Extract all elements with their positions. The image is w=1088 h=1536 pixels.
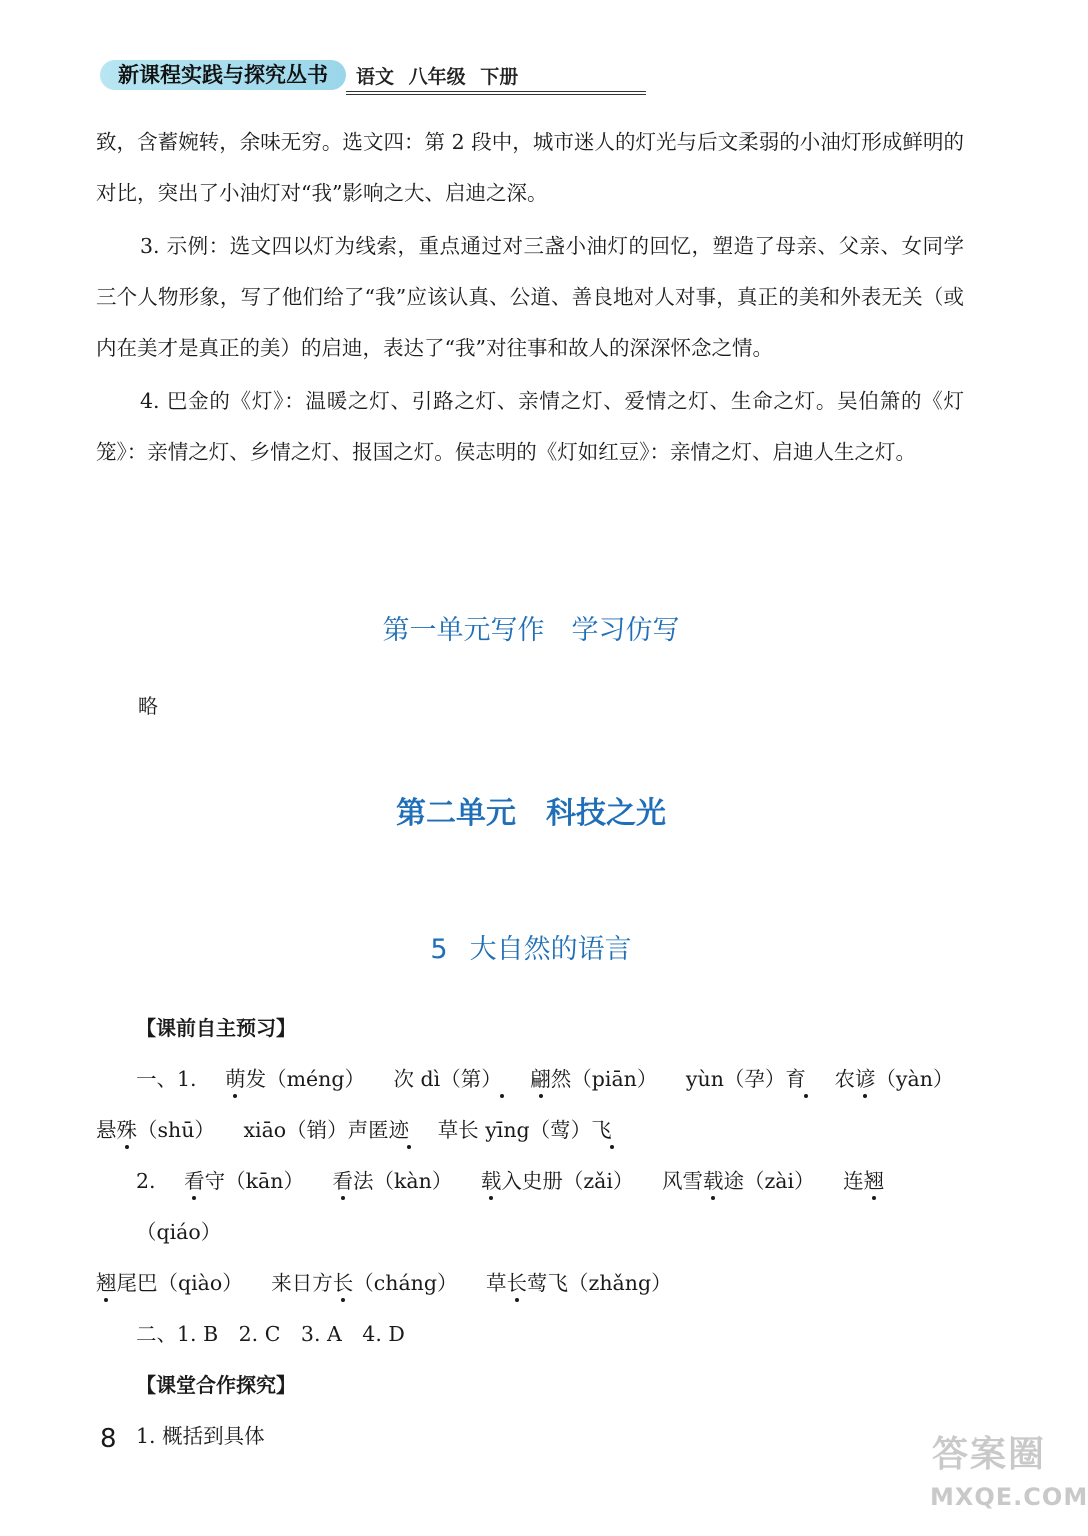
book-info bbox=[356, 62, 518, 89]
q1-item: yùn（孕）育 bbox=[685, 1067, 806, 1091]
watermark-domain: MXQE.COM bbox=[930, 1483, 1088, 1511]
paragraph-continuation: 致，含蓄婉转，余味无穷。选文四：第 2 段中，城市迷人的灯光与后文柔弱的小油灯形成鲜明的对比，突出了小油灯对“我”影响之大、启迪之深。 bbox=[96, 130, 964, 205]
lesson-title: 大自然的语言 bbox=[469, 934, 632, 965]
lesson-heading bbox=[0, 927, 1062, 966]
q2-item: 连翘（qiáo） bbox=[136, 1169, 885, 1244]
q2-item: 风雪载途（zài） bbox=[662, 1169, 815, 1193]
subject-label: 语文 bbox=[356, 66, 395, 88]
grade-label: 八年级 bbox=[408, 66, 466, 88]
lesson-answers bbox=[96, 1003, 964, 1462]
q1-item: 萌发（méng） bbox=[225, 1067, 365, 1091]
q2-item: 翘尾巴（qiào） bbox=[96, 1271, 243, 1295]
q1-item: xiāo（销）声匿迹 bbox=[243, 1118, 410, 1142]
q2-item: 载入史册（zǎi） bbox=[480, 1169, 634, 1193]
paragraph-answer-3: 3. 示例：选文四以灯为线索，重点通过对三盏小油灯的回忆，塑造了母亲、父亲、女同学三个人物形象，写了他们给了“我”应该认真、公道、善良地对人对事，真正的美和外表无关（或内在美才是真正的美）的启迪，表达了“我”对往事和故人的深深怀念之情。 bbox=[96, 234, 964, 360]
q2-item: 来日方长（cháng） bbox=[271, 1271, 458, 1295]
q1-item: 农谚（yàn） bbox=[834, 1067, 954, 1091]
q1-item: 悬殊（shū） bbox=[96, 1118, 215, 1142]
q2-prefix: 2. bbox=[136, 1169, 156, 1193]
q1-prefix: 一、1. bbox=[136, 1067, 197, 1091]
omitted-text: 略 bbox=[138, 694, 158, 718]
q1-line-2 bbox=[96, 1105, 964, 1156]
q-two-answers: 二、1. B 2. C 3. A 4. D bbox=[136, 1322, 405, 1346]
page-number: 8 bbox=[100, 1424, 117, 1454]
lesson-number: 5 bbox=[430, 934, 448, 965]
paragraph-answer-4: 4. 巴金的《灯》：温暖之灯、引路之灯、亲情之灯、爱情之灯、生命之灯。吴伯箫的《灯笼》：亲情之灯、乡情之灯、报国之灯。侯志明的《灯如红豆》：亲情之灯、启迪人生之灯。 bbox=[96, 389, 964, 464]
header-rule-double bbox=[346, 94, 646, 95]
class-item-1: 1. 概括到具体 bbox=[136, 1424, 265, 1448]
q1-line-1 bbox=[136, 1054, 964, 1105]
q1-item: 翩然（piān） bbox=[530, 1067, 658, 1091]
answer-paragraphs bbox=[96, 117, 964, 478]
pre-study-section-title: 【课前自主预习】 bbox=[136, 1016, 296, 1040]
watermark-text: 答案圈 bbox=[931, 1434, 1046, 1475]
q1-item: 草长 yīng（莺）飞 bbox=[437, 1118, 612, 1142]
header-rule bbox=[346, 91, 646, 92]
unit-heading: 第二单元 科技之光 bbox=[396, 796, 666, 831]
volume-label: 下册 bbox=[480, 66, 519, 88]
q2-line-2 bbox=[96, 1258, 964, 1309]
page-header bbox=[100, 60, 550, 94]
writing-section-heading: 第一单元写作 学习仿写 bbox=[382, 615, 680, 646]
q2-item: 草长莺飞（zhǎng） bbox=[486, 1271, 672, 1295]
series-title-badge: 新课程实践与探究丛书 bbox=[100, 60, 346, 90]
q2-item: 看法（kàn） bbox=[332, 1169, 453, 1193]
watermark-logo bbox=[930, 1430, 1088, 1530]
q2-item: 看守（kān） bbox=[184, 1169, 304, 1193]
class-study-section-title: 【课堂合作探究】 bbox=[136, 1373, 296, 1397]
q1-item: 次 dì（第） bbox=[393, 1067, 502, 1091]
q2-line-1 bbox=[136, 1156, 964, 1258]
